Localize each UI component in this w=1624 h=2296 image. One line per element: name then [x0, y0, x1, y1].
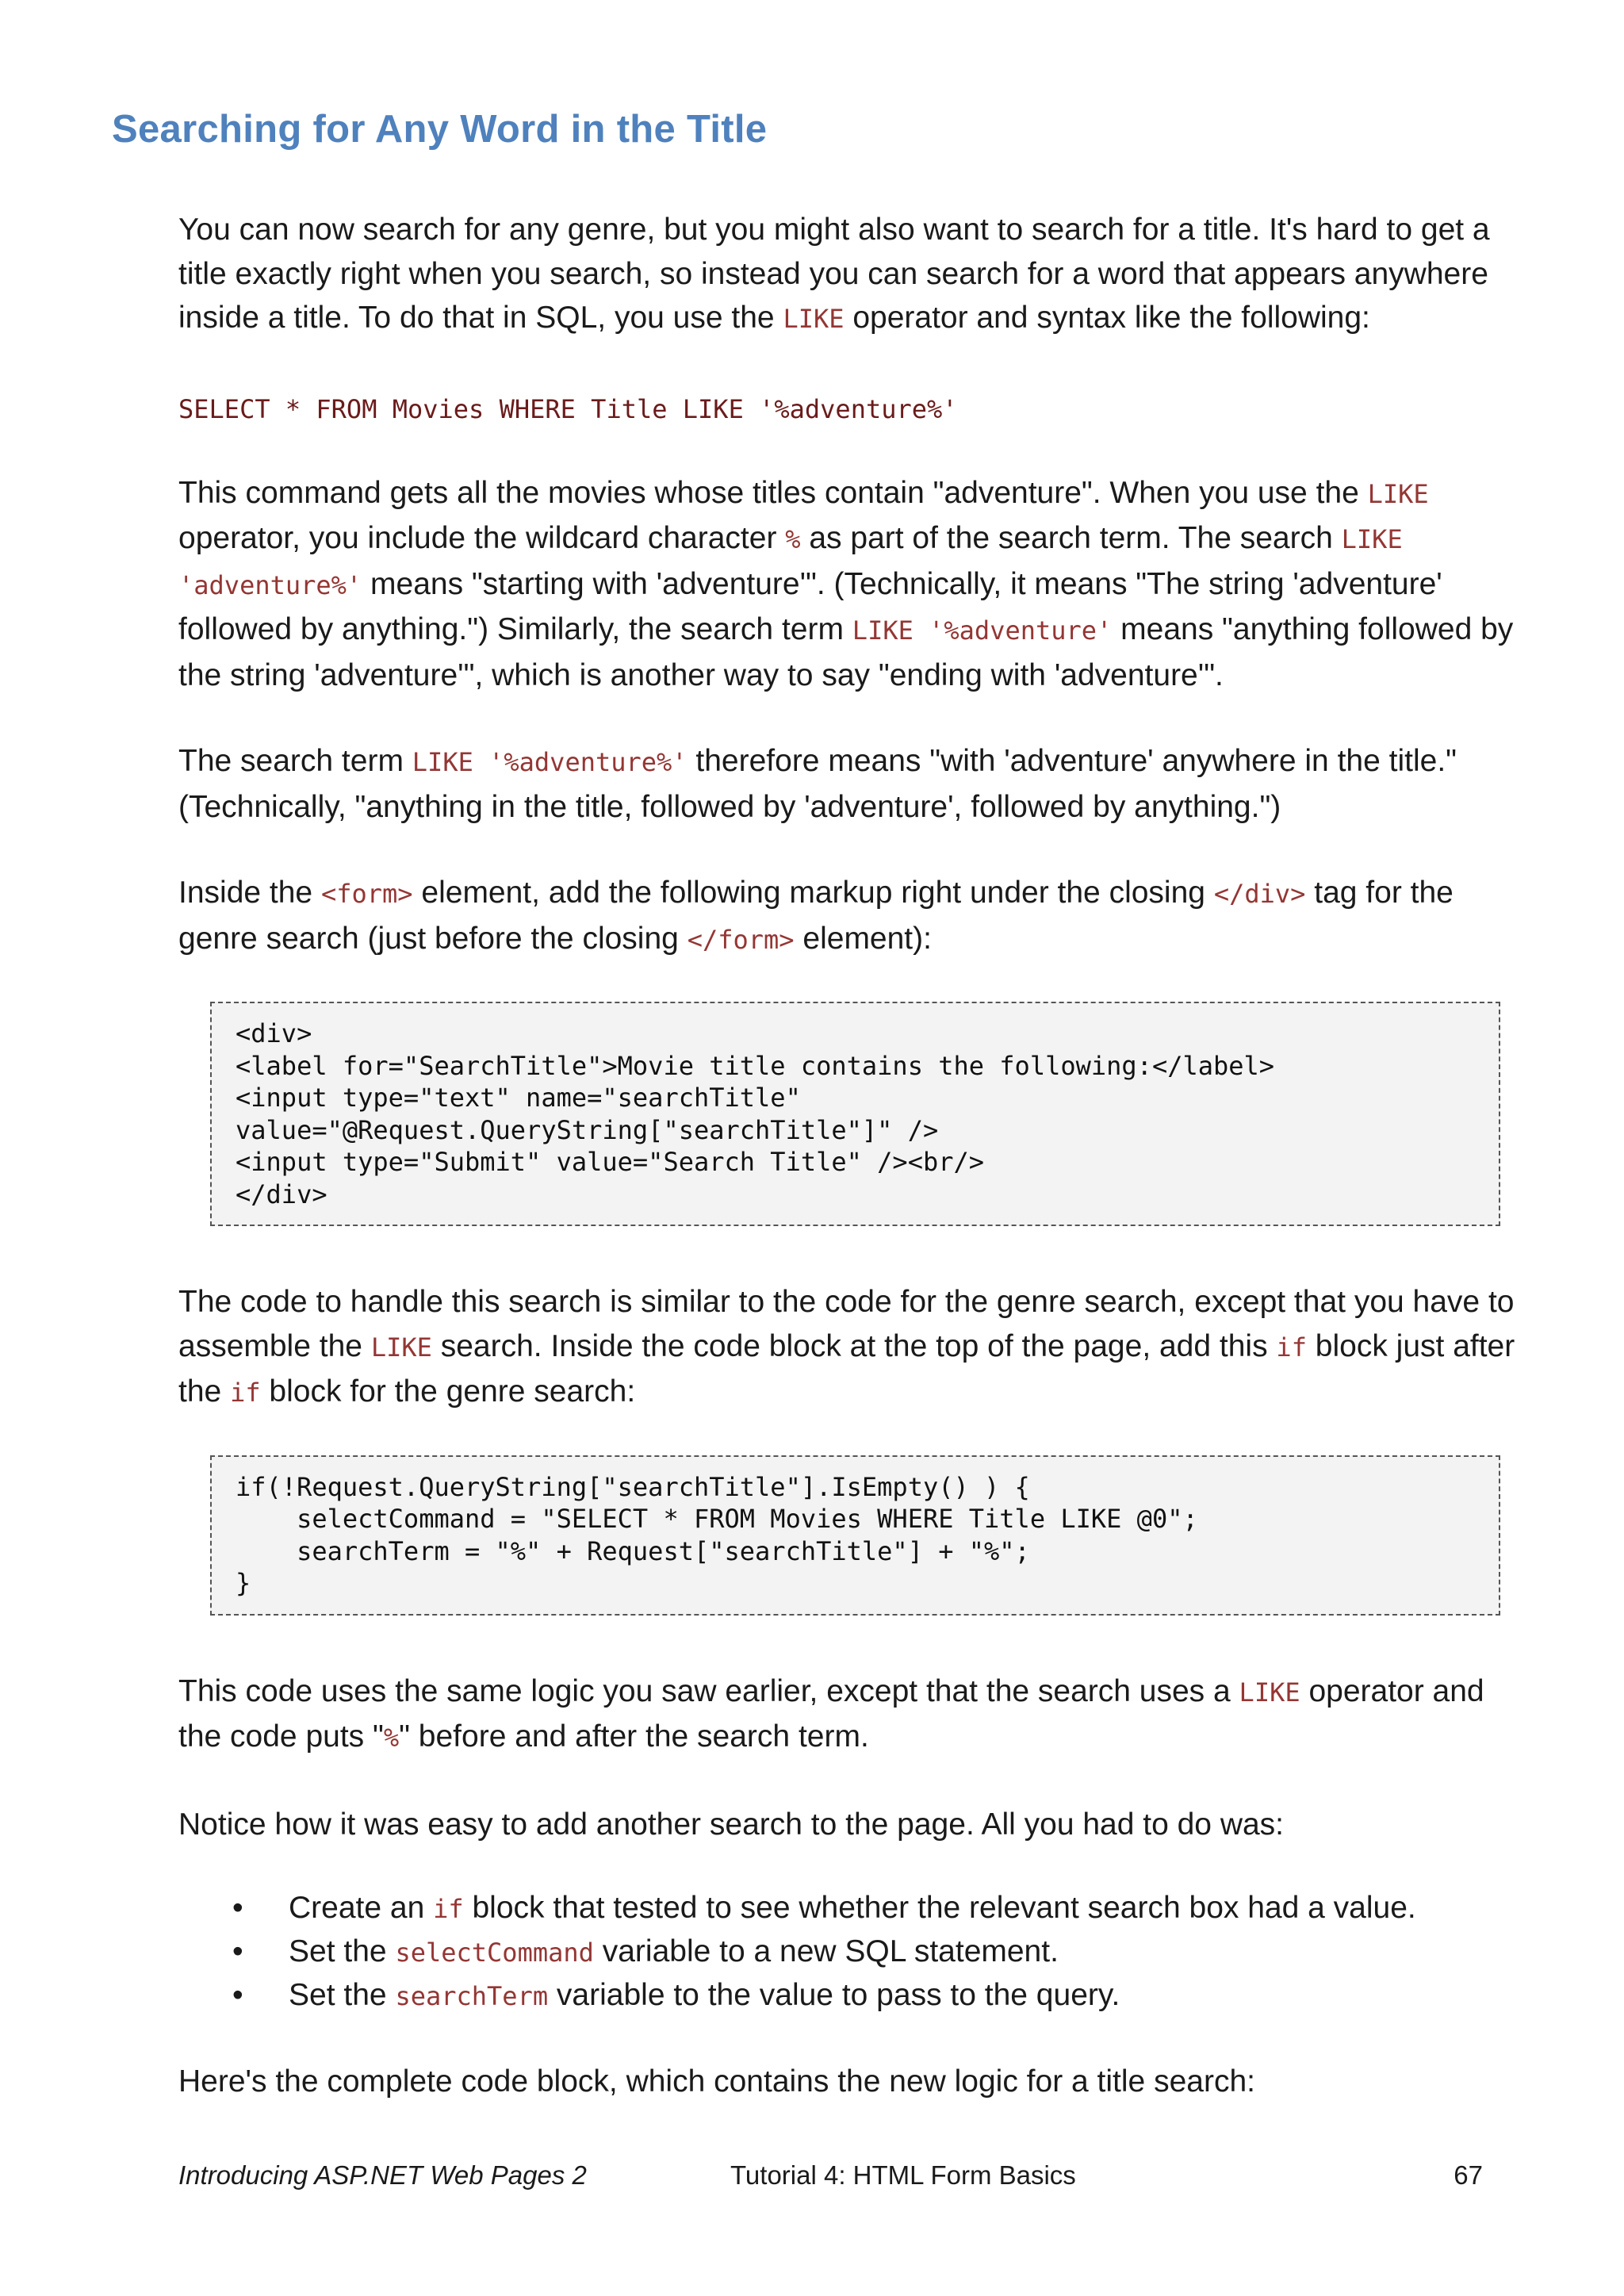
text-span: This command gets all the movies whose titles contain "adventure". When you use the	[178, 475, 1368, 510]
page-body	[178, 208, 1526, 2104]
text-span: Create an	[289, 1891, 434, 1925]
bullet-icon: •	[232, 1978, 243, 2012]
list-item	[178, 1974, 1526, 2018]
footer-book-title: Introducing ASP.NET Web Pages 2	[178, 2160, 587, 2190]
text-span: block just after the	[178, 1328, 1515, 1409]
text-span: search. Inside the code block at the top of the page, add this	[431, 1328, 1277, 1363]
inline-code: LIKE '%adventure'	[852, 615, 1113, 646]
inline-code: LIKE '%adventure%'	[412, 747, 688, 777]
notice-paragraph: Notice how it was easy to add another search to the page. All you had to do was:	[178, 1807, 1285, 1842]
intro-paragraph	[178, 208, 1526, 342]
list-item	[178, 1887, 1526, 1930]
list-item	[178, 1930, 1526, 1974]
text-span: means "anything followed by the string 'adventure'", which is another way to say "ending with 'adventure'".	[178, 612, 1514, 692]
text-span: operator and syntax like the following:	[844, 301, 1370, 335]
form-markup-paragraph	[178, 871, 1526, 962]
text-span: element, add the following markup right under the closing	[412, 876, 1214, 910]
page-number: 67	[1454, 2160, 1483, 2190]
text-span: You can now search for any genre, but you might also want to search for a title. It's hard to get a title exactly right when you search, so instead you can search for a word that appears anywhere inside a title. To do that in SQL, you use the	[178, 213, 1490, 335]
footer-chapter: Tutorial 4: HTML Form Basics	[730, 2160, 1076, 2190]
steps-list	[178, 1887, 1526, 2018]
text-span: The code to handle this search is similar to the code for the genre search, except that you have to assemble the	[178, 1285, 1515, 1363]
code-line: searchTerm = "%" + Request["searchTitle"] + "%";	[236, 1535, 1030, 1566]
text-span: This code uses the same logic you saw earlier, except that the search uses a	[178, 1673, 1239, 1708]
text-span: block that tested to see whether the relevant search box had a value.	[463, 1891, 1416, 1925]
inline-code: LIKE	[1239, 1677, 1300, 1708]
inline-code: <form>	[320, 879, 413, 909]
code-line: if(!Request.QueryString["searchTitle"].IsEmpty() ) {	[236, 1471, 1030, 1502]
code-line: <div>	[236, 1018, 312, 1048]
code-line: </div>	[236, 1179, 327, 1209]
bullet-icon: •	[232, 1934, 243, 1968]
code-line: <label for="SearchTitle">Movie title contains the following:</label>	[236, 1050, 1275, 1081]
code-line: selectCommand = "SELECT * FROM Movies WHERE Title LIKE @0";	[236, 1504, 1198, 1534]
inline-code: LIKE 'adventure%'	[178, 524, 1403, 600]
sql-example: SELECT * FROM Movies WHERE Title LIKE '%adventure%'	[178, 393, 958, 424]
text-span: The search term	[178, 744, 412, 778]
text-span: means "starting with 'adventure'". (Technically, it means "The string 'adventure' followed by anything.") Similarly, the search term	[178, 566, 1442, 646]
text-span: variable to a new SQL statement.	[593, 1934, 1059, 1968]
inline-code: </div>	[1213, 879, 1306, 909]
inline-code: LIKE	[1367, 478, 1429, 509]
bullet-icon: •	[232, 1891, 243, 1925]
text-span: " before and after the search term.	[399, 1719, 869, 1754]
text-span: therefore means "with 'adventure' anywhere in the title." (Technically, "anything in the title, followed by 'adventure', followed by anything.")	[178, 744, 1457, 824]
like-explanation-paragraph	[178, 471, 1526, 698]
page-footer	[178, 2156, 1483, 2195]
text-span: variable to the value to pass to the query.	[548, 1978, 1120, 2012]
section-heading: Searching for Any Word in the Title	[112, 108, 768, 151]
code-line: }	[236, 1568, 251, 1598]
handler-code-block	[210, 1455, 1500, 1616]
markup-code-block	[210, 1002, 1500, 1226]
text-span: block for the genre search:	[260, 1374, 636, 1409]
inline-code: </form>	[687, 924, 795, 955]
inline-code: searchTerm	[395, 1981, 549, 2011]
code-line: <input type="text" name="searchTitle"	[236, 1083, 801, 1113]
inline-code: if	[1276, 1332, 1307, 1363]
code-line: <input type="Submit" value="Search Title" /><br/>	[236, 1147, 985, 1177]
text-span: element):	[794, 921, 932, 956]
text-span: Set the	[289, 1978, 396, 2012]
text-span: as part of the search term. The search	[800, 521, 1342, 555]
complete-block-paragraph: Here's the complete code block, which contains the new logic for a title search:	[178, 2064, 1255, 2099]
inline-code: LIKE	[370, 1332, 432, 1363]
inline-code: LIKE	[783, 304, 845, 334]
text-span: Set the	[289, 1934, 396, 1968]
inline-code: %	[785, 524, 801, 554]
code-line: value="@Request.QueryString["searchTitle"]" />	[236, 1114, 939, 1145]
inline-code: %	[383, 1723, 400, 1753]
text-span: operator, you include the wildcard character	[178, 521, 786, 555]
text-span: tag for the genre search (just before the closing	[178, 876, 1454, 956]
inline-code: if	[230, 1378, 261, 1408]
logic-paragraph	[178, 1669, 1526, 1761]
text-span: Inside the	[178, 876, 321, 910]
anywhere-paragraph	[178, 739, 1526, 829]
handler-paragraph	[178, 1280, 1526, 1416]
inline-code: if	[433, 1894, 464, 1924]
inline-code: selectCommand	[395, 1938, 594, 1968]
text-span: operator and the code puts "	[178, 1673, 1484, 1754]
